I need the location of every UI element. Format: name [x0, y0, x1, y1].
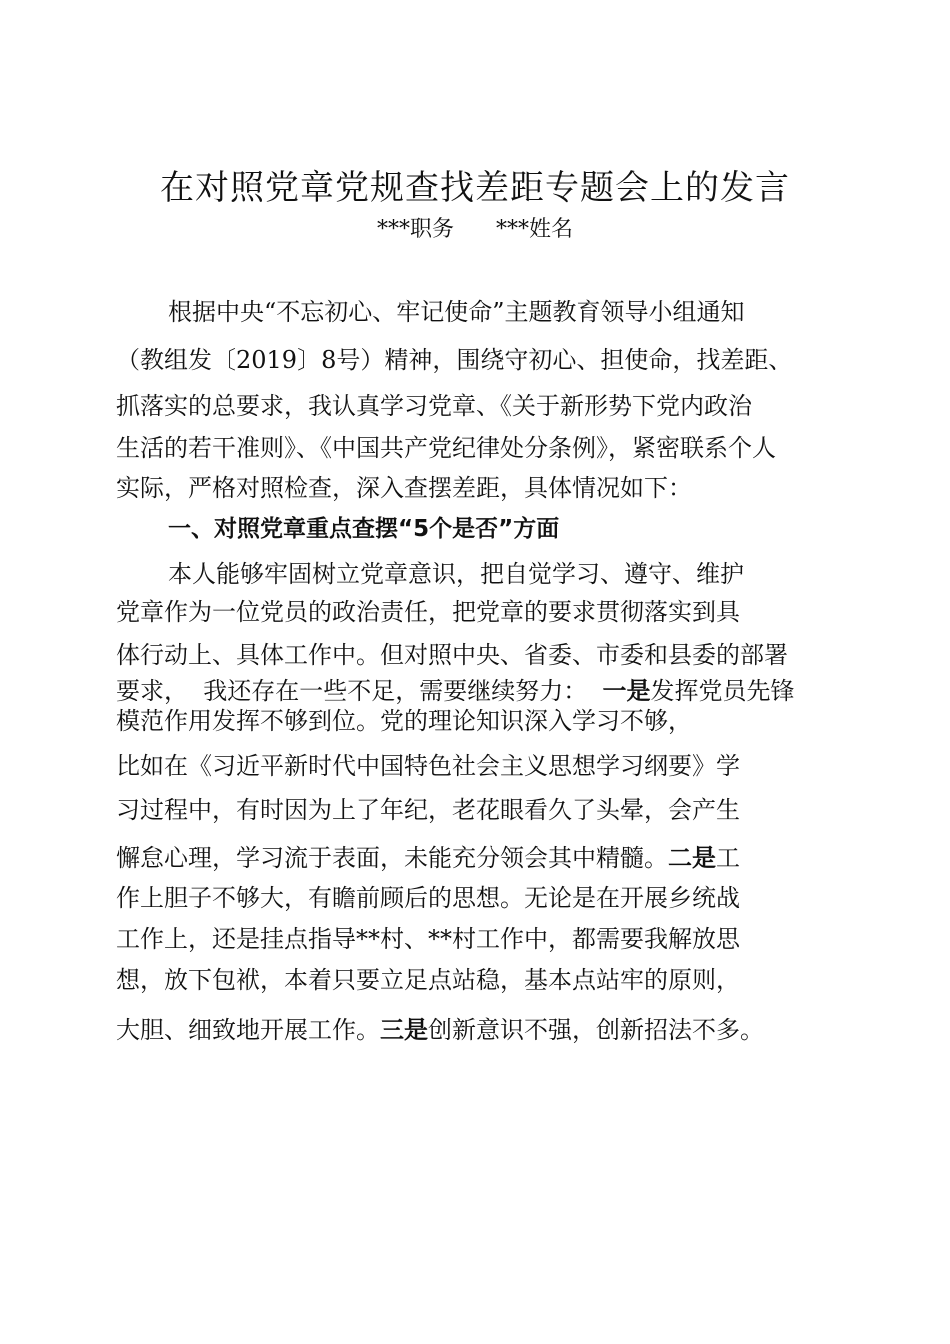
body-line-1: 本人能够牢固树立党章意识，把自觉学习、遵守、维护 — [168, 560, 744, 588]
body-line-6: 比如在《习近平新时代中国特色社会主义思想学习纲要》学 — [116, 752, 740, 780]
body-line-7: 习过程中，有时因为上了年纪，老花眼看久了头晕，会产生 — [116, 796, 740, 824]
body-line-12-text: 大胆、细致地开展工作。 — [116, 1016, 380, 1044]
body-line-5: 模范作用发挥不够到位。党的理论知识深入学习不够， — [116, 707, 692, 735]
intro-line-2: （教组发〔2019〕8号）精神，围绕守初心、担使命，找差距、 — [116, 346, 793, 374]
point-two-label: 二是 — [668, 844, 716, 872]
body-line-4-tail: 发挥党员先锋 — [650, 677, 795, 705]
section-heading-1: 一、对照党章重点查摆“5个是否”方面 — [168, 516, 560, 542]
intro-line-3: 抓落实的总要求，我认真学习党章、《关于新形势下党内政治 — [116, 392, 752, 420]
intro-line-1: 根据中央“不忘初心、牢记使命”主题教育领导小组通知 — [168, 298, 745, 326]
page-title: 在对照党章党规查找差距专题会上的发言 — [160, 168, 790, 208]
body-line-8-tail: 工 — [716, 844, 740, 872]
body-line-9: 作上胆子不够大，有瞻前顾后的思想。无论是在开展乡统战 — [116, 884, 740, 912]
body-line-3: 体行动上、具体工作中。但对照中央、省委、市委和县委的部署 — [116, 641, 788, 669]
body-line-10: 工作上，还是挂点指导**村、**村工作中，都需要我解放思 — [116, 925, 740, 953]
body-line-2: 党章作为一位党员的政治责任，把党章的要求贯彻落实到具 — [116, 598, 740, 626]
body-line-4-text: 要求， 我还存在一些不足，需要继续努力： — [116, 677, 603, 705]
author-byline: ***职务 ***姓名 — [377, 217, 573, 242]
body-line-12 — [116, 1016, 764, 1045]
body-line-8-text: 懈怠心理，学习流于表面，未能充分领会其中精髓。 — [116, 844, 668, 872]
intro-line-4: 生活的若干准则》、《中国共产党纪律处分条例》，紧密联系个人 — [116, 434, 776, 462]
body-line-11: 想，放下包袱，本着只要立足点站稳，基本点站牢的原则， — [116, 966, 740, 994]
body-line-8 — [116, 844, 740, 873]
point-three-label: 三是 — [380, 1016, 428, 1044]
body-line-4 — [116, 677, 795, 706]
body-line-12-tail: 创新意识不强，创新招法不多。 — [428, 1016, 764, 1044]
intro-line-5: 实际，严格对照检查，深入查摆差距，具体情况如下： — [116, 474, 692, 502]
point-one-label: 一是 — [602, 677, 651, 705]
